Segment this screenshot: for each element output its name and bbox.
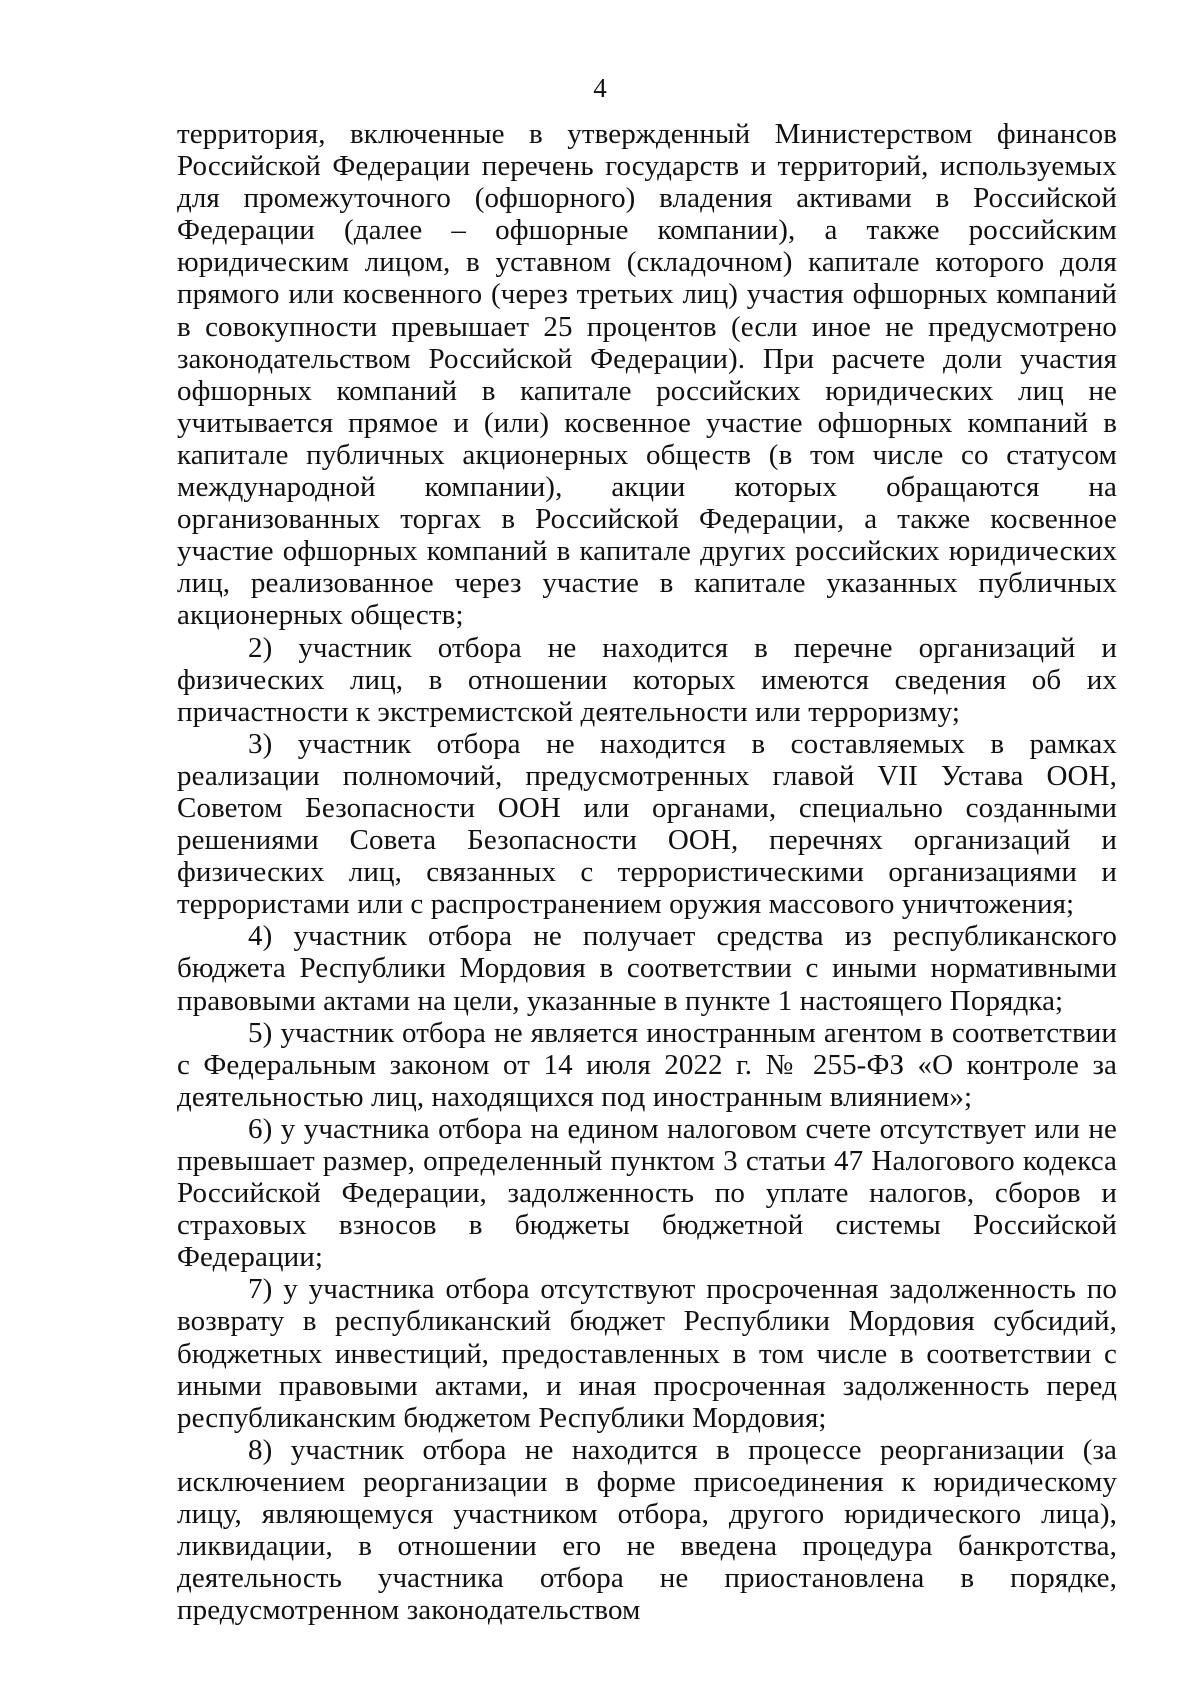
- paragraph-offshore-companies: территория, включенные в утвержденный Министерством финансов Российской Федерации перечень государств и территорий, используемых для промежуточного (офшорного) владения активами в Российской Федерации (далее – офшорные компании), а также российским юридическим лицом, в уставном (складочном) капитале которого доля прямого или косвенного (через третьих лиц) участия офшорных компаний в совокупности превышает 25 процентов (если иное не предусмотрено законодательством Российской Федерации). При расчете доли участия офшорных компаний в капитале российских юридических лиц не учитывается прямое и (или) косвенное участие офшорных компаний в капитале публичных акционерных обществ (в том числе со статусом международной компании), акции которых обращаются на организованных торгах в Российской Федерации, а также косвенное участие офшорных компаний в капитале других российских юридических лиц, реализованное через участие в капитале указанных публичных акционерных обществ;: [177, 118, 1117, 632]
- page-number: 4: [593, 73, 607, 103]
- paragraph-item-7: 7) у участника отбора отсутствуют просроченная задолженность по возврату в республиканский бюджет Республики Мордовия субсидий, бюджетных инвестиций, предоставленных в том числе в соответствии с иными правовыми актами, и иная просроченная задолженность перед республиканским бюджетом Республики Мордовия;: [177, 1273, 1117, 1434]
- paragraph-item-2: 2) участник отбора не находится в перечне организаций и физических лиц, в отношении которых имеются сведения об их причастности к экстремистской деятельности или терроризму;: [177, 631, 1117, 728]
- paragraph-item-8: 8) участник отбора не находится в процессе реорганизации (за исключением реорганизации в форме присоединения к юридическому лицу, являющемуся участником отбора, другого юридического лица), ликвидации, в отношении его не введена процедура банкротства, деятельность участника отбора не приостановлена в порядке, предусмотренном законодательством: [177, 1433, 1117, 1627]
- paragraph-item-3: 3) участник отбора не находится в составляемых в рамках реализации полномочий, предусмотренных главой VII Устава ООН, Советом Безопасности ООН или органами, специально созданными решениями Совета Безопасности ООН, перечнях организаций и физических лиц, связанных с террористическими организациями и террористами или с распространением оружия массового уничтожения;: [177, 727, 1117, 921]
- paragraph-item-4: 4) участник отбора не получает средства из республиканского бюджета Республики Мордовия в соответствии с иными нормативными правовыми актами на цели, указанные в пункте 1 настоящего Порядка;: [177, 920, 1117, 1017]
- document-body: [177, 118, 1117, 1626]
- paragraph-item-5: 5) участник отбора не является иностранным агентом в соответствии с Федеральным законом от 14 июля 2022 г. № 255-ФЗ «О контроле за деятельностью лиц, находящихся под иностранным влиянием»;: [177, 1016, 1117, 1113]
- paragraph-item-6: 6) у участника отбора на едином налоговом счете отсутствует или не превышает размер, определенный пунктом 3 статьи 47 Налогового кодекса Российской Федерации, задолженность по уплате налогов, сборов и страховых взносов в бюджеты бюджетной системы Российской Федерации;: [177, 1112, 1117, 1274]
